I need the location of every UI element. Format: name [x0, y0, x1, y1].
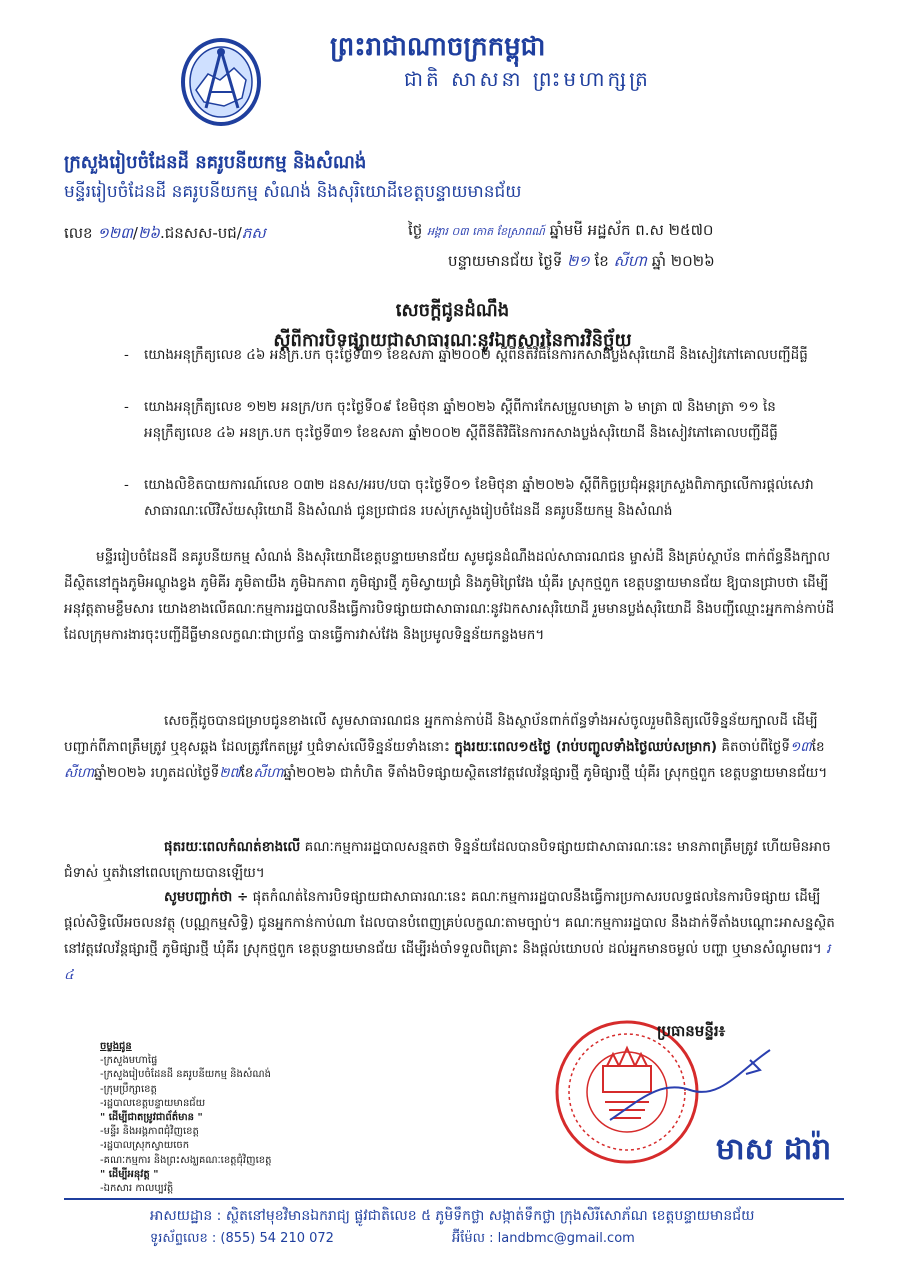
date-day: ២១ — [567, 252, 590, 270]
reference-item: - យោងអនុក្រឹត្យលេខ ៤៦ អនក្រ.បក ចុះថ្ងៃទី៣១ ខែឧសភា ឆ្នាំ២០០២ ស្តីពីនីតិវិធីនៃការកសាងប្លង់សុរិយោដី និងសៀវភៅគោលបញ្ជីដីធ្លី — [124, 347, 808, 363]
national-motto: ជាតិ សាសនា ព្រះមហាក្សត្រ — [404, 67, 651, 91]
phone-label: ទូរស័ព្ទលេខ : — [150, 1231, 217, 1246]
from-day: ១៣ — [789, 739, 812, 755]
cc-item: -ឯកសារ កាលប្បវត្តិ — [100, 1183, 174, 1195]
notice-title: សេចក្តីជូនដំណឹង — [395, 300, 510, 321]
ministry-name: ក្រសួងរៀបចំដែនដី នគរូបនីយកម្ម និងសំណង់ — [64, 152, 367, 173]
para4-text: ផុតកំណត់នៃការបិទផ្សាយជាសាធារណៈនេះ គណៈកម្មការរដ្ឋបាលនឹងធ្វើការប្រកាសរបលទ្ធផលនៃការបិទផ្សាយ ដើម្បីផ្តល់សិទ្ធិលើអចលនវត្ថុ (បណ្ណកម្មសិទ្ធិ) ជូនអ្នកកាន់កាប់ណា ដែលបានបំពេញគ្រប់លក្ខណៈតាមច្បាប់។ គណៈកម្មការរដ្ឋបាល នឹងដាក់ទីតាំងបណ្តោះអាសន្នស្ថិតនៅវត្តវេលវ័ន្តផ្សារថ្មី ភូមិផ្សារថ្មី ឃុំគីរ ស្រុកថ្មពួក ខេត្តបន្ទាយមានជ័យ ដើម្បីរង់ចាំទទួលពិគ្រោះ និងផ្តល់យោបល់ ដល់អ្នកមានចម្ងល់ បញ្ហា ឬមានសំណូមពរ។ — [64, 889, 835, 957]
cc-item: -រដ្ឋបាលស្រុកស្វាយចេក — [100, 1140, 190, 1152]
department-name: មន្ទីររៀបចំដែនដី នគរូបនីយកម្ម សំណង់ និងសុរិយោដីខេត្តបន្ទាយមានជ័យ — [64, 182, 522, 202]
notice-subject: ស្តីពីការបិទផ្សាយជាសាធារណៈនូវឯកសារនៃការវិនិច្ឆ័យ — [273, 330, 632, 351]
para2-bold: ក្នុងរយៈពេល១៥ថ្ងៃ (រាប់បញ្ចូលទាំងថ្ងៃឈប់សម្រាក) — [454, 739, 718, 755]
phone-number: (855) 54 210 072 — [220, 1231, 334, 1246]
date-month-label: ខែ — [594, 252, 609, 270]
lunar-date-prefix: ថ្ងៃ — [408, 221, 423, 239]
para2-text-a: សេចក្តីដូចបានជម្រាបជូនខាងលើ សូមសាធារណជន អ្នកកាន់កាប់ដី និងស្ថាប័នពាក់ព័ន្ធទាំងអស់ចូលរួមពិនិត្យលើទិន្នន័យក្បាលដី ដើម្បីបញ្ជាក់ពីភាពត្រឹមត្រូវ ឬខុសឆ្គង ដែលត្រូវកែតម្រូវ ឬជំទាស់លើទិន្នន័យទាំងនោះ — [64, 713, 818, 755]
footer-phone — [150, 1230, 334, 1249]
reference-text: យោងលិខិតបាយការណ៍លេខ ០៣២ ដនស/អរប/បបា ចុះថ្ងៃទី០១ ខែមិថុនា ឆ្នាំ២០២៦ ស្តីពីកិច្ចប្រជុំអន្តរក្រសួងពិភាក្សាលើការផ្តល់សេវាសាធារណៈលើវិស័យសុរិយោដី និងសំណង់ ជូនប្រជាជន របស់ក្រសួងរៀបចំដែនដី នគរូបនីយកម្ម និងសំណង់ — [144, 477, 814, 519]
para3-text: គណៈកម្មការរដ្ឋបាលសន្មតថា ទិន្នន័យដែលបានបិទផ្សាយជាសាធារណៈនេះ មានភាពត្រឹមត្រូវ ហើយមិនអាចជំទាស់ ឬតវ៉ានៅពេលក្រោយបានឡើយ។ — [64, 839, 831, 881]
body-paragraph-1: មន្ទីររៀបចំដែនដី នគរូបនីយកម្ម សំណង់ និងសុរិយោដីខេត្តបន្ទាយមានជ័យ សូមជូនដំណឹងដល់សាធារណជន ម្ចាស់ដី និងគ្រប់ស្ថាប័ន ពាក់ព័ន្ធនឹងក្បាលដីស្ថិតនៅក្នុងភូមិអណ្តូងខ្វង ភូមិគីរ ភូមិតាយឹង ភូមិឯកភាព ភូមិផ្សារថ្មី ភូមិស្វាយជ្រំ និងភូមិព្រៃវែង ឃុំគីរ ស្រុកថ្មពួក ខេត្តបន្ទាយមានជ័យ ឱ្យបានជ្រាបថា ដើម្បីអនុវត្តតាមខ្លឹមសារ យោងខាងលើគណៈកម្មការរដ្ឋបាលនឹងធ្វើការបិទផ្សាយជាសាធារណៈនូវឯកសារសុរិយោដី រួមមានប្លង់សុរិយោដី និងបញ្ជីឈ្មោះអ្នកកាន់កាប់ដីដែលក្រុមការងារចុះបញ្ជីដីធ្លីមានលក្ខណៈជាប្រព័ន្ធ បានធ្វើការវាស់វែង និងប្រមូលទិន្នន័យកន្លងមក។ — [64, 549, 835, 643]
place-date-prefix: បន្ទាយមានជ័យ ថ្ងៃទី — [448, 252, 563, 270]
para2-text-b: គិតចាប់ពីថ្ងៃទី — [717, 739, 790, 755]
to-day: ២៧ — [219, 765, 241, 781]
cc-heading: ចម្លងជូន — [100, 1041, 132, 1052]
signatory-name: មាស ដារ៉ា — [716, 1132, 832, 1167]
para4-hand: រ ៤ — [64, 941, 831, 983]
cc-list — [100, 1040, 330, 1196]
cc-heading-info: " ដើម្បីជាតម្រូវជាព័ត៌មាន " — [100, 1112, 203, 1124]
cc-item: -ក្រុមប្រឹក្សាខេត្ត — [100, 1083, 157, 1095]
para2-text-f: ឆ្នាំ២០២៦ ជាកំហិត ទីតាំងបិទផ្សាយស្ថិតនៅវត្តវេលវ័ន្តផ្សារថ្មី ភូមិផ្សារថ្មី ឃុំគីរ ស្រុកថ្មពួក ខេត្តបន្ទាយមានជ័យ។ — [283, 765, 828, 781]
reference-hand-year: ២៦ — [137, 224, 160, 242]
para3-bold: ផុតរយៈពេលកំណត់ខាងលើ — [164, 839, 301, 855]
para2-text-e: ខែ — [240, 765, 254, 781]
reference-hand-number: ១២៣ — [97, 224, 133, 242]
reference-prefix: លេខ — [64, 224, 93, 242]
footer-address: អាសយដ្ឋាន : ស្ថិតនៅមុខវិមានឯករាជ្យ ផ្លូវជាតិលេខ ៥ ភូមិទឹកថ្លា សង្កាត់ទឹកថ្លា ក្រុងសិរីសោភ័ណ ខេត្តបន្ទាយមានជ័យ — [150, 1208, 755, 1224]
para2-text-c: ខែ — [811, 739, 825, 755]
para4-bold: សូមបញ្ជាក់ថា ÷ — [164, 889, 249, 905]
footer-email — [452, 1230, 635, 1249]
reference-item: - យោងលិខិតបាយការណ៍លេខ ០៣២ ដនស/អរប/បបា ចុះថ្ងៃទី០១ ខែមិថុនា ឆ្នាំ២០២៦ ស្តីពីកិច្ចប្រជុំអន្តរក្រសួងពិភាក្សាលើការផ្តល់សេវាសាធារណៈលើវិស័យសុរិយោដី និងសំណង់ ជូនប្រជាជន របស់ក្រសួងរៀបចំដែនដី នគរូបនីយកម្ម និងសំណង់ — [124, 477, 814, 519]
cc-item: -ក្រសួងរៀបចំដែនដី នគរូបនីយកម្ម និងសំណង់ — [100, 1069, 271, 1081]
signatory-title-text: ប្រធានមន្ទីរ — [657, 1022, 719, 1040]
date-month: សីហា — [613, 252, 647, 270]
cc-item: -ក្រសួងមហាផ្ទៃ — [100, 1055, 158, 1067]
body-paragraph-3 — [64, 834, 838, 886]
cc-item: -រដ្ឋបាលខេត្តបន្ទាយមានជ័យ — [100, 1097, 206, 1109]
lunar-date — [408, 221, 714, 243]
to-month: សីហា — [253, 765, 284, 781]
reference-text: យោងអនុក្រឹត្យលេខ ១២២ អនក្រ/បក ចុះថ្ងៃទី០៩ ខែមិថុនា ឆ្នាំ២០២៦ ស្តីពីការកែសម្រួលមាត្រា ៦ មាត្រា ៧ និងមាត្រា ១១ នៃអនុក្រឹត្យលេខ ៤៦ អនក្រ.បក ចុះថ្ងៃទី៣១ ខែឧសភា ឆ្នាំ២០០២ ស្តីពីនីតិវិធីនៃការកសាងប្លង់សុរិយោដី និងសៀវភៅគោលបញ្ជីដីធ្លី — [144, 399, 778, 441]
body-paragraph-4 — [64, 884, 838, 988]
body-paragraph-2 — [64, 708, 838, 786]
handwritten-signature — [600, 1040, 780, 1140]
lunar-date-hand: អង្គារ ០៣ កោត ខែស្រាពណ៍ — [427, 225, 545, 238]
reference-suffix: .ជនសស-បជ/ — [159, 224, 242, 242]
cc-item: -មន្ទីរ និងអង្គភាពជុំវិញខេត្ត — [100, 1126, 199, 1138]
footer-divider — [64, 1198, 844, 1200]
reference-hand-code: ភស — [241, 224, 266, 242]
reference-number — [64, 224, 266, 246]
lunar-date-suffix: ឆ្នាំមមី អដ្ឋស័ក ព.ស ២៥៧០ — [549, 221, 714, 239]
ministry-emblem-logo — [180, 36, 262, 128]
reference-sep: / — [132, 224, 138, 242]
email-address[interactable]: landbmc@gmail.com — [497, 1231, 635, 1246]
gregorian-date — [448, 252, 715, 274]
date-year: ឆ្នាំ ២០២៦ — [651, 252, 715, 270]
email-label: អ៊ីម៉ែល : — [452, 1231, 494, 1246]
reference-text: យោងអនុក្រឹត្យលេខ ៤៦ អនក្រ.បក ចុះថ្ងៃទី៣១ ខែឧសភា ឆ្នាំ២០០២ ស្តីពីនីតិវិធីនៃការកសាងប្លង់សុរិយោដី និងសៀវភៅគោលបញ្ជីដីធ្លី — [144, 347, 808, 363]
kingdom-heading: ព្រះរាជាណាចក្រកម្ពុជា — [330, 32, 546, 62]
reference-item: - យោងអនុក្រឹត្យលេខ ១២២ អនក្រ/បក ចុះថ្ងៃទី០៩ ខែមិថុនា ឆ្នាំ២០២៦ ស្តីពីការកែសម្រួលមាត្រា ៦ មាត្រា ៧ និងមាត្រា ១១ នៃអនុក្រឹត្យលេខ ៤៦ អនក្រ.បក ចុះថ្ងៃទី៣១ ខែឧសភា ឆ្នាំ២០០២ ស្តីពីនីតិវិធីនៃការកសាងប្លង់សុរិយោដី និងសៀវភៅគោលបញ្ជីដីធ្លី — [124, 399, 778, 441]
cc-item: -គណៈកម្មការ និងព្រះសង្ឃគណៈខេត្តជុំវិញខេត្ត — [100, 1154, 272, 1166]
from-month: សីហា — [64, 765, 94, 781]
para2-text-d: ឆ្នាំ២០២៦ រហូតដល់ថ្ងៃទី — [94, 765, 220, 781]
cc-heading-action: " ដើម្បីអនុវត្ត " — [100, 1168, 159, 1180]
signatory-title: ប្រធានមន្ទីរ៖ — [657, 1022, 726, 1040]
